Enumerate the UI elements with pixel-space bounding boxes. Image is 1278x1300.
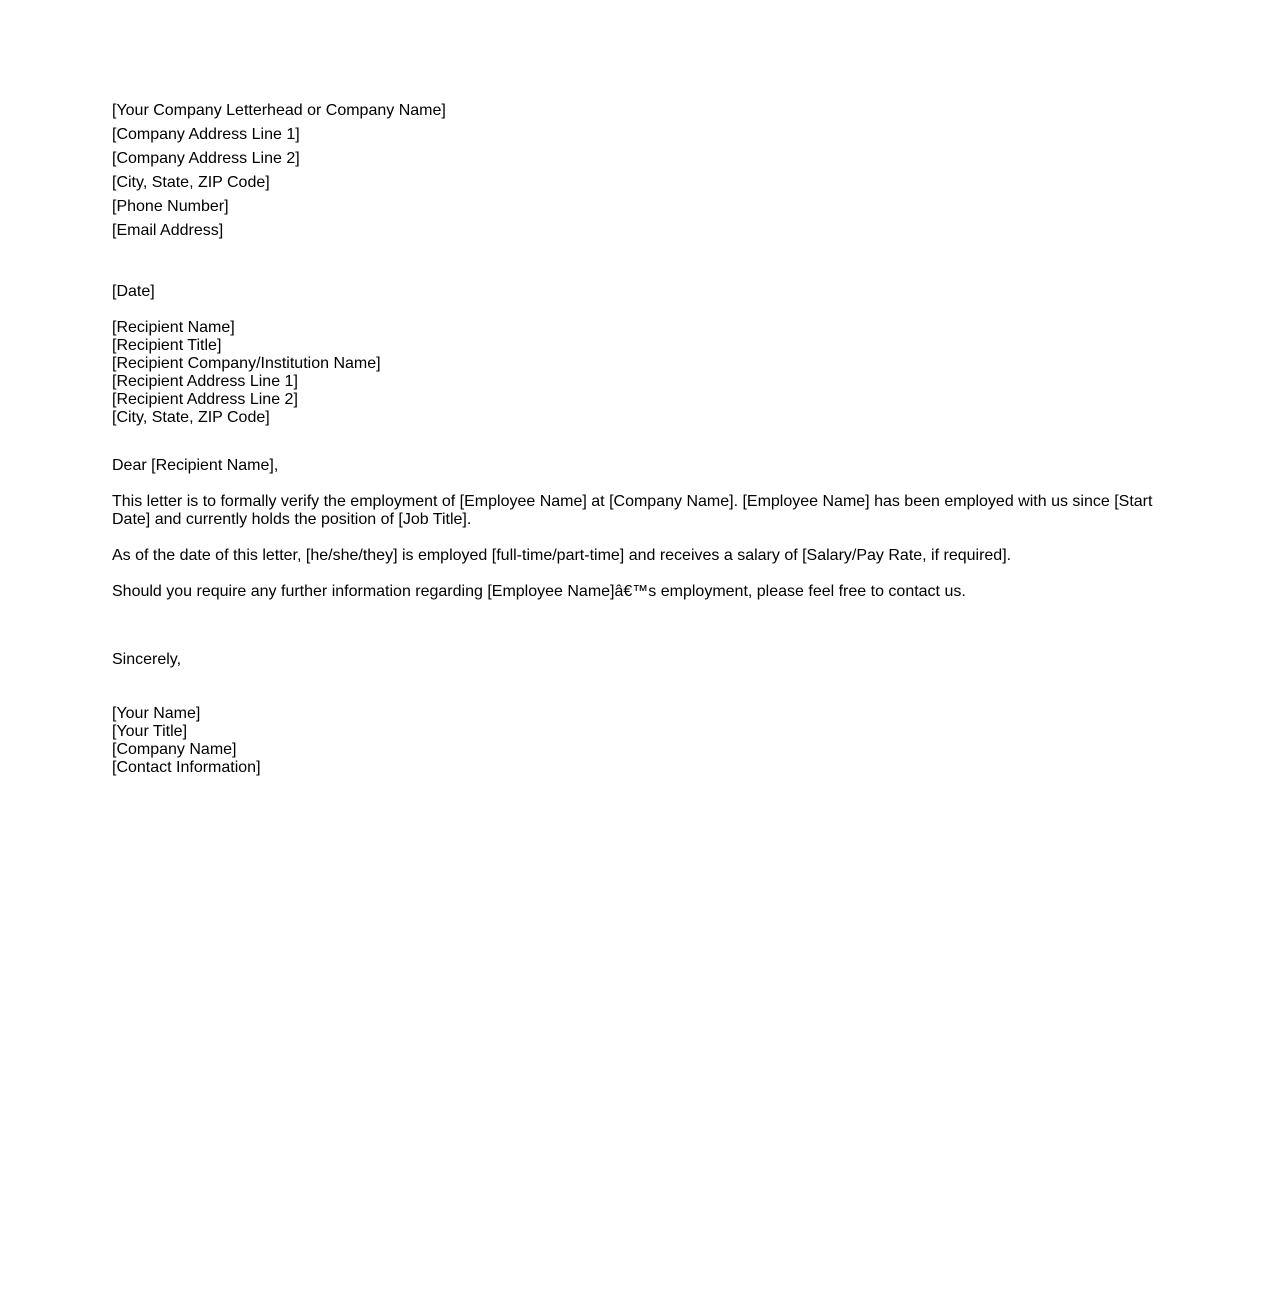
body-paragraph-verification: This letter is to formally verify the employment of [Employee Name] at [Company Name]. [Employee Name] has been employed with us since [Start Date] and currently holds the position of [Job Title]. [112, 493, 1153, 528]
closing: Sincerely, [112, 651, 182, 668]
letterhead-address-line-1: [Company Address Line 1] [112, 126, 300, 143]
signature-contact: [Contact Information] [112, 759, 261, 776]
signature-name: [Your Name] [112, 705, 201, 722]
signature-title: [Your Title] [112, 723, 188, 740]
recipient-address-line-1: [Recipient Address Line 1] [112, 373, 298, 390]
letter-date: [Date] [112, 283, 155, 300]
body-paragraph-contact: Should you require any further information regarding [Employee Name]â€™s employment, please feel free to contact us. [112, 583, 966, 600]
letterhead-company-name: [Your Company Letterhead or Company Name] [112, 102, 446, 119]
letterhead-address-line-2: [Company Address Line 2] [112, 150, 300, 167]
recipient-company: [Recipient Company/Institution Name] [112, 355, 381, 372]
body-paragraph-employment-status: As of the date of this letter, [he/she/they] is employed [full-time/part-time] and receives a salary of [Salary/Pay Rate, if required]. [112, 547, 1012, 564]
salutation: Dear [Recipient Name], [112, 457, 279, 474]
recipient-city-state-zip: [City, State, ZIP Code] [112, 409, 270, 426]
letterhead-phone: [Phone Number] [112, 198, 229, 215]
recipient-title: [Recipient Title] [112, 337, 222, 354]
letterhead-city-state-zip: [City, State, ZIP Code] [112, 174, 270, 191]
recipient-name: [Recipient Name] [112, 319, 235, 336]
signature-company: [Company Name] [112, 741, 237, 758]
recipient-address-line-2: [Recipient Address Line 2] [112, 391, 298, 408]
letterhead-email: [Email Address] [112, 222, 224, 239]
